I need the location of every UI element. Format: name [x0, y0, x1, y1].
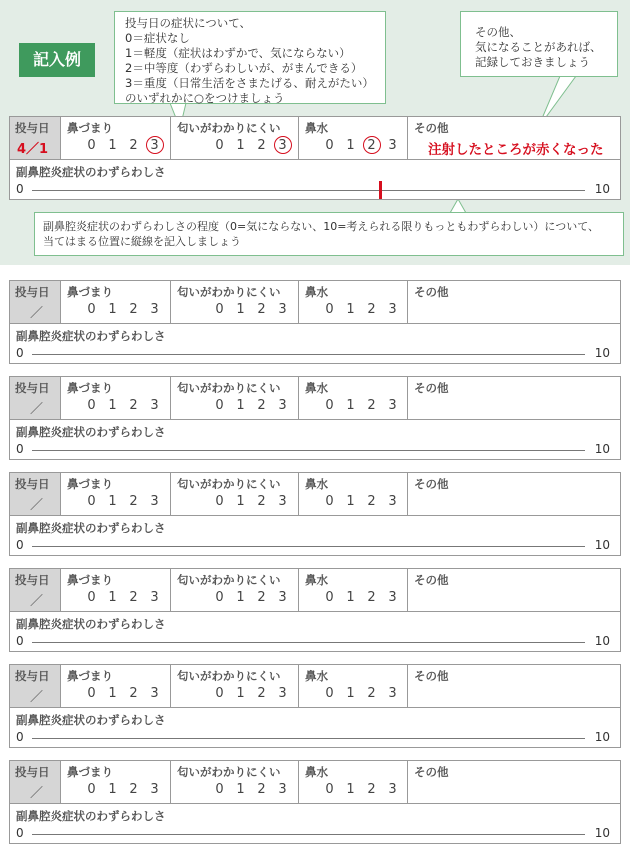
- date-cell-label: 投与日: [15, 765, 50, 779]
- scale-min-label: 0: [16, 730, 24, 744]
- nasal-congestion-option[interactable]: 1: [108, 590, 117, 605]
- severity-scale-line[interactable]: [32, 738, 585, 739]
- nasal-congestion-option[interactable]: 1: [108, 302, 117, 317]
- callout-line: のいずれかに○をつけましょう: [125, 91, 285, 105]
- nasal-congestion-option[interactable]: 0: [87, 138, 96, 153]
- runny-nose-option[interactable]: 3: [388, 138, 397, 153]
- smell-loss-scale[interactable]: [209, 590, 293, 605]
- runny-nose-option[interactable]: 2: [367, 494, 376, 509]
- smell-loss-scale[interactable]: [209, 782, 293, 797]
- example-badge: 記入例: [19, 43, 95, 77]
- severity-label: 副鼻腔炎症状のわずらわしさ: [16, 165, 166, 179]
- runny-nose-cell: [299, 377, 408, 419]
- nasal-congestion-option[interactable]: 0: [87, 782, 96, 797]
- scale-min-label: 0: [16, 538, 24, 552]
- smell-loss-scale[interactable]: [209, 398, 293, 413]
- other-cell: [408, 117, 620, 159]
- smell-loss-cell: [171, 281, 299, 323]
- nasal-congestion-cell: [61, 281, 171, 323]
- date-cell: [10, 761, 61, 803]
- nasal-congestion-option[interactable]: 1: [108, 782, 117, 797]
- runny-nose-option[interactable]: 0: [325, 686, 334, 701]
- runny-nose-option[interactable]: 1: [346, 138, 355, 153]
- scale-max-label: 10: [594, 634, 610, 648]
- runny-nose-cell: [299, 281, 408, 323]
- scale-max-label: 10: [594, 442, 610, 456]
- record-symptom-row: [10, 117, 620, 160]
- runny-nose-option[interactable]: 1: [346, 686, 355, 701]
- runny-nose-option[interactable]: 0: [325, 494, 334, 509]
- smell-loss-cell: [171, 665, 299, 707]
- nasal-congestion-option[interactable]: 2: [129, 686, 138, 701]
- other-cell-label: その他: [414, 573, 449, 587]
- severity-scale-line[interactable]: [32, 354, 585, 355]
- severity-scale-line[interactable]: [32, 546, 585, 547]
- other-cell: [408, 377, 620, 419]
- record-symptom-row: [10, 665, 620, 708]
- callout-line: 1＝軽度（症状はわずかで、気にならない）: [125, 46, 351, 60]
- runny-nose-option[interactable]: 3: [388, 590, 397, 605]
- other-cell-label: その他: [414, 765, 449, 779]
- runny-nose-option[interactable]: 2: [367, 782, 376, 797]
- date-cell-label: 投与日: [15, 669, 50, 683]
- other-cell-label: その他: [414, 381, 449, 395]
- nasal-congestion-cell-label: 鼻づまり: [67, 477, 113, 491]
- example-record: [9, 116, 621, 200]
- scale-min-label: 0: [16, 634, 24, 648]
- smell-loss-option[interactable]: 1: [236, 138, 245, 153]
- runny-nose-cell-label: 鼻水: [305, 285, 328, 299]
- date-cell: [10, 569, 61, 611]
- callout-line: 2＝中等度（わずらわしいが、がまんできる）: [125, 61, 363, 75]
- smell-loss-option[interactable]: 0: [215, 302, 224, 317]
- nasal-congestion-option[interactable]: 0: [87, 302, 96, 317]
- date-cell-label: 投与日: [15, 573, 50, 587]
- nasal-congestion-cell: [61, 473, 171, 515]
- scale-min-label: 0: [16, 182, 24, 196]
- runny-nose-scale[interactable]: [319, 302, 403, 317]
- callout-line: 3＝重度（日常生活をさまたげる、耐えがたい）: [125, 76, 374, 90]
- runny-nose-option[interactable]: 3: [388, 398, 397, 413]
- date-cell-label: 投与日: [15, 285, 50, 299]
- smell-loss-cell-label: 匂いがわかりにくい: [177, 477, 281, 491]
- nasal-congestion-option[interactable]: 1: [108, 494, 117, 509]
- runny-nose-option[interactable]: 1: [346, 302, 355, 317]
- severity-label: 副鼻腔炎症状のわずらわしさ: [16, 809, 166, 823]
- date-value: 4／1: [17, 142, 49, 157]
- smell-loss-option[interactable]: 3: [278, 302, 287, 317]
- other-note: 注射したところが赤くなった: [428, 142, 604, 158]
- runny-nose-scale[interactable]: [319, 138, 403, 153]
- smell-loss-scale[interactable]: [209, 302, 293, 317]
- nasal-congestion-option[interactable]: 3: [144, 138, 165, 153]
- callout-line: 副鼻腔炎症状のわずらわしさの程度（0=気にならない、10=考えられる限りもっともわずらわしい）について、: [43, 220, 599, 233]
- nasal-congestion-option[interactable]: 1: [108, 398, 117, 413]
- scale-max-label: 10: [594, 182, 610, 196]
- smell-loss-option[interactable]: 2: [257, 494, 266, 509]
- date-cell-label: 投与日: [15, 121, 50, 135]
- nasal-congestion-cell-label: 鼻づまり: [67, 573, 113, 587]
- severity-scale-line[interactable]: [32, 642, 585, 643]
- smell-loss-option[interactable]: 0: [215, 398, 224, 413]
- nasal-congestion-option[interactable]: 3: [150, 782, 159, 797]
- date-cell: [10, 473, 61, 515]
- runny-nose-scale[interactable]: [319, 782, 403, 797]
- runny-nose-option[interactable]: 0: [325, 590, 334, 605]
- smell-loss-option[interactable]: 3: [278, 590, 287, 605]
- smell-loss-option[interactable]: 2: [257, 590, 266, 605]
- runny-nose-cell: [299, 761, 408, 803]
- runny-nose-option[interactable]: 2: [367, 590, 376, 605]
- smell-loss-cell-label: 匂いがわかりにくい: [177, 573, 281, 587]
- nasal-congestion-option[interactable]: 2: [129, 138, 138, 153]
- record-symptom-row: [10, 281, 620, 324]
- smell-loss-option[interactable]: 2: [257, 138, 266, 153]
- smell-loss-option[interactable]: 3: [278, 398, 287, 413]
- nasal-congestion-option[interactable]: 3: [150, 686, 159, 701]
- symptom-record: [9, 664, 621, 748]
- nasal-congestion-cell-label: 鼻づまり: [67, 765, 113, 779]
- smell-loss-option[interactable]: 1: [236, 590, 245, 605]
- smell-loss-cell: [171, 761, 299, 803]
- smell-loss-cell-label: 匂いがわかりにくい: [177, 285, 281, 299]
- smell-loss-option[interactable]: 3: [272, 138, 293, 153]
- callout-line: 0＝症状なし: [125, 31, 190, 45]
- smell-loss-cell: [171, 117, 299, 159]
- smell-loss-scale[interactable]: [209, 494, 293, 509]
- smell-loss-option[interactable]: 2: [257, 782, 266, 797]
- severity-label: 副鼻腔炎症状のわずらわしさ: [16, 329, 166, 343]
- smell-loss-option[interactable]: 1: [236, 302, 245, 317]
- nasal-congestion-option[interactable]: 3: [150, 398, 159, 413]
- date-cell: [10, 281, 61, 323]
- nasal-congestion-cell-label: 鼻づまり: [67, 669, 113, 683]
- date-value[interactable]: ／: [30, 498, 44, 513]
- runny-nose-option[interactable]: 3: [388, 302, 397, 317]
- nasal-congestion-option[interactable]: 0: [87, 398, 96, 413]
- nasal-congestion-option[interactable]: 2: [129, 590, 138, 605]
- date-cell-label: 投与日: [15, 381, 50, 395]
- severity-label: 副鼻腔炎症状のわずらわしさ: [16, 713, 166, 727]
- nasal-congestion-option[interactable]: 1: [108, 138, 117, 153]
- scale-max-label: 10: [594, 826, 610, 840]
- callout-line: 記録しておきましょう: [475, 55, 590, 69]
- runny-nose-option[interactable]: 2: [361, 138, 382, 153]
- smell-loss-scale[interactable]: [209, 138, 293, 153]
- runny-nose-cell: [299, 473, 408, 515]
- smell-loss-option[interactable]: 3: [278, 782, 287, 797]
- scale-min-label: 0: [16, 442, 24, 456]
- symptom-scale-callout: [114, 11, 386, 104]
- date-value[interactable]: ／: [30, 594, 44, 609]
- other-cell: [408, 665, 620, 707]
- date-cell: [10, 665, 61, 707]
- symptom-record: [9, 472, 621, 556]
- other-cell-label: その他: [414, 477, 449, 491]
- smell-loss-option[interactable]: 2: [257, 398, 266, 413]
- runny-nose-cell: [299, 117, 408, 159]
- date-value[interactable]: ／: [30, 402, 44, 417]
- runny-nose-option[interactable]: 2: [367, 686, 376, 701]
- runny-nose-option[interactable]: 0: [325, 138, 334, 153]
- record-symptom-row: [10, 569, 620, 612]
- nasal-congestion-option[interactable]: 2: [129, 782, 138, 797]
- smell-loss-option[interactable]: 1: [236, 686, 245, 701]
- runny-nose-option[interactable]: 1: [346, 782, 355, 797]
- nasal-congestion-option[interactable]: 2: [129, 494, 138, 509]
- runny-nose-option[interactable]: 3: [388, 494, 397, 509]
- date-cell: [10, 377, 61, 419]
- date-cell: [10, 117, 61, 159]
- runny-nose-cell-label: 鼻水: [305, 573, 328, 587]
- runny-nose-option[interactable]: 1: [346, 590, 355, 605]
- smell-loss-option[interactable]: 2: [257, 686, 266, 701]
- smell-loss-option[interactable]: 0: [215, 686, 224, 701]
- runny-nose-cell-label: 鼻水: [305, 765, 328, 779]
- scale-max-label: 10: [594, 346, 610, 360]
- severity-label: 副鼻腔炎症状のわずらわしさ: [16, 617, 166, 631]
- runny-nose-option[interactable]: 1: [346, 494, 355, 509]
- other-cell-label: その他: [414, 121, 449, 135]
- smell-loss-cell-label: 匂いがわかりにくい: [177, 121, 281, 135]
- runny-nose-option[interactable]: 2: [367, 398, 376, 413]
- nasal-congestion-cell-label: 鼻づまり: [67, 285, 113, 299]
- smell-loss-cell: [171, 377, 299, 419]
- nasal-congestion-cell: [61, 665, 171, 707]
- symptom-record: [9, 760, 621, 844]
- nasal-congestion-option[interactable]: 0: [87, 686, 96, 701]
- example-section: [0, 0, 630, 265]
- smell-loss-option[interactable]: 1: [236, 398, 245, 413]
- runny-nose-option[interactable]: 1: [346, 398, 355, 413]
- other-cell-label: その他: [414, 285, 449, 299]
- record-symptom-row: [10, 377, 620, 420]
- other-notes-callout: [460, 11, 618, 77]
- scale-min-label: 0: [16, 346, 24, 360]
- smell-loss-option[interactable]: 2: [257, 302, 266, 317]
- callout-line: 気になることがあれば、: [475, 40, 602, 54]
- severity-callout: [34, 212, 624, 256]
- nasal-congestion-option[interactable]: 3: [150, 590, 159, 605]
- symptom-record: [9, 376, 621, 460]
- nasal-congestion-cell: [61, 377, 171, 419]
- runny-nose-option[interactable]: 3: [388, 782, 397, 797]
- runny-nose-cell-label: 鼻水: [305, 669, 328, 683]
- runny-nose-scale[interactable]: [319, 590, 403, 605]
- smell-loss-option[interactable]: 1: [236, 494, 245, 509]
- runny-nose-cell: [299, 665, 408, 707]
- runny-nose-option[interactable]: 0: [325, 782, 334, 797]
- smell-loss-option[interactable]: 3: [278, 686, 287, 701]
- runny-nose-scale[interactable]: [319, 494, 403, 509]
- scale-min-label: 0: [16, 826, 24, 840]
- runny-nose-cell-label: 鼻水: [305, 121, 328, 135]
- smell-loss-cell-label: 匂いがわかりにくい: [177, 765, 281, 779]
- nasal-congestion-cell-label: 鼻づまり: [67, 121, 113, 135]
- smell-loss-option[interactable]: 0: [215, 782, 224, 797]
- runny-nose-option[interactable]: 0: [325, 398, 334, 413]
- smell-loss-cell: [171, 473, 299, 515]
- nasal-congestion-cell-label: 鼻づまり: [67, 381, 113, 395]
- smell-loss-cell: [171, 569, 299, 611]
- date-value[interactable]: ／: [30, 306, 44, 321]
- nasal-congestion-scale[interactable]: [81, 494, 165, 509]
- runny-nose-cell: [299, 569, 408, 611]
- smell-loss-cell-label: 匂いがわかりにくい: [177, 381, 281, 395]
- severity-label: 副鼻腔炎症状のわずらわしさ: [16, 521, 166, 535]
- date-value[interactable]: ／: [30, 786, 44, 801]
- other-cell: [408, 473, 620, 515]
- nasal-congestion-scale[interactable]: [81, 782, 165, 797]
- nasal-congestion-option[interactable]: 3: [150, 302, 159, 317]
- runny-nose-option[interactable]: 3: [388, 686, 397, 701]
- callout-line: 投与日の症状について、: [125, 16, 252, 30]
- runny-nose-cell-label: 鼻水: [305, 477, 328, 491]
- runny-nose-scale[interactable]: [319, 686, 403, 701]
- nasal-congestion-scale[interactable]: [81, 138, 165, 153]
- nasal-congestion-option[interactable]: 0: [87, 590, 96, 605]
- nasal-congestion-option[interactable]: 0: [87, 494, 96, 509]
- smell-loss-option[interactable]: 1: [236, 782, 245, 797]
- nasal-congestion-option[interactable]: 3: [150, 494, 159, 509]
- date-cell-label: 投与日: [15, 477, 50, 491]
- symptom-record: [9, 280, 621, 364]
- other-cell: [408, 281, 620, 323]
- nasal-congestion-cell: [61, 117, 171, 159]
- severity-mark: [379, 181, 382, 199]
- scale-max-label: 10: [594, 730, 610, 744]
- nasal-congestion-scale[interactable]: [81, 590, 165, 605]
- smell-loss-option[interactable]: 3: [278, 494, 287, 509]
- severity-label: 副鼻腔炎症状のわずらわしさ: [16, 425, 166, 439]
- symptom-record: [9, 568, 621, 652]
- runny-nose-option[interactable]: 0: [325, 302, 334, 317]
- callout-line: 当てはまる位置に縦線を記入しましょう: [43, 235, 241, 248]
- callout-line: その他、: [475, 25, 521, 39]
- record-symptom-row: [10, 473, 620, 516]
- severity-scale-line[interactable]: [32, 190, 585, 191]
- date-value[interactable]: ／: [30, 690, 44, 705]
- other-cell: [408, 761, 620, 803]
- smell-loss-scale[interactable]: [209, 686, 293, 701]
- severity-scale-line[interactable]: [32, 834, 585, 835]
- severity-scale-line[interactable]: [32, 450, 585, 451]
- runny-nose-scale[interactable]: [319, 398, 403, 413]
- other-cell: [408, 569, 620, 611]
- nasal-congestion-option[interactable]: 2: [129, 398, 138, 413]
- nasal-congestion-scale[interactable]: [81, 686, 165, 701]
- runny-nose-cell-label: 鼻水: [305, 381, 328, 395]
- other-cell-label: その他: [414, 669, 449, 683]
- nasal-congestion-option[interactable]: 2: [129, 302, 138, 317]
- nasal-congestion-cell: [61, 761, 171, 803]
- nasal-congestion-option[interactable]: 1: [108, 686, 117, 701]
- smell-loss-option[interactable]: 0: [215, 494, 224, 509]
- nasal-congestion-scale[interactable]: [81, 302, 165, 317]
- smell-loss-cell-label: 匂いがわかりにくい: [177, 669, 281, 683]
- scale-max-label: 10: [594, 538, 610, 552]
- nasal-congestion-scale[interactable]: [81, 398, 165, 413]
- smell-loss-option[interactable]: 0: [215, 590, 224, 605]
- runny-nose-option[interactable]: 2: [367, 302, 376, 317]
- record-symptom-row: [10, 761, 620, 804]
- nasal-congestion-cell: [61, 569, 171, 611]
- smell-loss-option[interactable]: 0: [215, 138, 224, 153]
